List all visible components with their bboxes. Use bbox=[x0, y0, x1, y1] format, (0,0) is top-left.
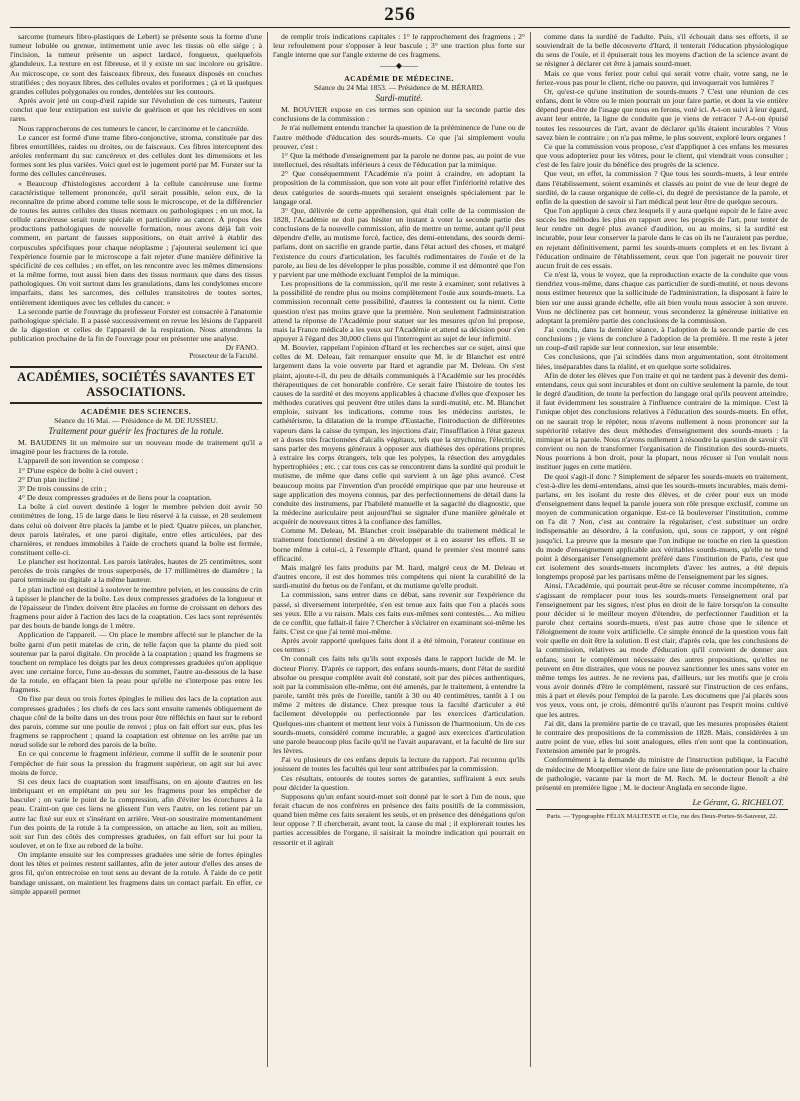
paragraph: Si ces deux lacs de coaptation sont insuffisans, on en ajoute d'autres en les imbriquant et en empiétant un peu sur les fragmens pour les empêcher de basculer ; on varie le point de la compression, afin d'éviter les écorchures à la peau. Craint-on que ces liens ne glissent l'un vers l'autre, on les retient par un autre lac fixé sur eux et s'insérant en arrière. Veut-on soustraire momentanément l'un des points de la rotule à la compression, on attache au lien, soit au milieu, soit sur l'un des côtés des compresses graduées, on fait effort sur lui pour la soulever, et on le fixe au rebord de la boîte. bbox=[10, 776, 262, 850]
academy-heading: ACADÉMIE DE MÉDECINE. bbox=[344, 73, 454, 83]
academy-heading: ACADÉMIE DES SCIENCES. bbox=[80, 406, 192, 416]
paragraph: Ces conclusions, que j'ai scindées dans mon argumentation, sont étroitement liées, inséparables dans la réalité, et en quelque sorte solidaires. bbox=[536, 352, 788, 371]
col1-paras-b bbox=[10, 438, 262, 896]
paragraph: Mais ce que vous feriez pour celui qui serait votre chair, votre sang, ne le feriez-vous pas pour le client, riche ou pauvre, qui invoquerait vos lumières ? bbox=[536, 68, 788, 87]
paragraph: Que l'on applique à ceux chez lesquels il y aura quelque espoir de le faire avec succès les méthodes les plus en rapport avec les progrès de l'art, pour tenter de leur rendre un degré plus avancé d'audition, ou au moins, si la surdité est incurable, pour leur conserver la parole dans le cas où ils ne l'auraient pas perdue, en rejetant définitivement, parmi les sourds-muets complets et en les livrant à l'éducation ordinaire de l'établissement, ceux que l'on jugerait ne pouvoir tirer aucun fruit de ces essais. bbox=[536, 205, 788, 270]
gerant-line: Le Gérant, G. RICHELOT. bbox=[692, 796, 784, 807]
paragraph: J'ai dit, dans la première partie de ce travail, que les mesures proposées étaient le contraire des propositions de la commission de 1828. Mais, considérées à un autre point de vue, elles lui sont analogues, elles n'en sont que la continuation, l'extension amenée par le progrès. bbox=[536, 718, 788, 756]
paragraph: Ainsi, l'Académie, qui pourrait peut-être se récuser comme incompétente, n'a s'agissant de remplacer pour tous les sourds-muets l'enseignement oral par l'enseignement par les signes, n'est plus en droit de le faire lorsqu'on la consulte pour décider si le meilleur moyen d'étendre, de perfectionner l'audition et la parole chez certains sourds-muets, n'est pas autre chose que le silence et l'éloignement de toute voix artificielle. Ce simple énoncé de la question vous fait voir quelle en doit être la solution. Il est clair, d'après cela, que les conclusions de la commission, relatives au mode d'éducation qu'il convient de donner aux enfans, sont le complément nécessaire des autres propositions, qu'elles ne peuvent en être distraites, que vous ne pouvez sanctionner les unes sans voter en même temps les autres. Je ne reviens pas, d'ailleurs, sur les motifs que je crois vous avoir donnés d'être le complément, rassuré sur l'instruction de ces enfans, mis à part et élevés pour l'emploi de la parole. Les documens que j'ai placés sous vos yeux, vous ont, je crois, démontré qu'ils n'auront pas l'esprit moins cultivé que les autres. bbox=[536, 581, 788, 719]
column-divider bbox=[267, 32, 268, 1067]
paragraph: 1° D'une espèce de boîte à ciel ouvert ; bbox=[18, 465, 138, 475]
paragraph: Application de l'appareil. — On place le membre affecté sur le plancher de la boîte garni d'un petit matelas de crin, de telle façon que la plante du pied soit soutenue par la paroi digitale. On procède à la coaptation ; quand les fragmens se touchent on remplace les doigts par les deux compresses graduées qu'on applique avec une certaine force, l'une au-dessus du sommet, l'autre au-dessous de la base de la rotule, en effaçant bien la peau pour qu'elle ne s'interpose pas entre les fragmens. bbox=[10, 630, 262, 695]
signature: Dr FANO. bbox=[225, 343, 258, 353]
paragraph: Or, qu'est-ce qu'une institution de sourds-muets ? C'est une réunion de ces enfans, dont le vôtre ou le mien pourrait un jour faire partie, et dont la vie entière dépend peut-être de l'usage que nous en ferons, voté ici. A-t-on suivi à leur égard, avant leur entrée, la ligne de conduite que je viens de retracer ? A-t-on épuisé toutes les ressources de l'art, avant de déclarer qu'ils étaient incurables ? Vous savez bien le contraire ; on n'a pas même, le plus souvent, exploré leurs organes ! bbox=[536, 86, 788, 142]
paragraph: On implante ensuite sur les compresses graduées une série de fortes épingles dont les têtes et pointes restent saillantes, afin de jeter autour d'elles des anses de gros fil, qu'on entrecroise en tout sens au devant de la rotule. À l'aide de ce petit bandage unissant, on maintient les fragmens dans un contact parfait. En effet, ce simple appareil permet bbox=[10, 850, 262, 896]
paragraph: Conformément à la demande du ministre de l'instruction publique, la Faculté de médecine de Montpellier vient de faire une liste de présentation pour la chaire de pathologie, vacante par la mort de M. Rech. M. le docteur Benoît a été présenté en première ligne ; M. le docteur Anglada en seconde ligne. bbox=[536, 755, 788, 792]
paragraph: Après avoir jeté un coup-d'œil rapide sur l'évolution de ces tumeurs, l'auteur conclut que leur extirpation est suivie de guérison et que les récidives en sont rares. bbox=[10, 96, 262, 124]
paragraph: Ces résultats, entourés de toutes sortes de garanties, suffiraient à eux seuls pour décider la question. bbox=[273, 773, 525, 792]
column-2 bbox=[273, 32, 525, 1067]
page-number: 256 bbox=[384, 4, 416, 25]
paragraph: De quoi s'agit-il donc ? Simplement de séparer les sourds-muets en traitement, c'est-à-dire les demi-entendans, ainsi que les sourds-muets incurables, mais demi-parlans, en les isolant du reste des élèves, et de créer pour eux un mode d'enseignement dans lequel la parole jouera son rôle presque exclusif, comme un moyen de communication organique. Est-ce là bouleverser l'institution, comme on l'a dit ? Non, c'est au contraire la régulariser, c'est substituer un ordre indispensable au désordre, à la confusion, qui, sous ce rapport, y ont régné jusqu'ici. La preuve que la mesure que l'on indique ne touche en rien la question du mode d'enseignement applicable aux véritables sourds-muets, qu'elle ne tend point à désorganiser l'enseignement préféré dans l'institution de Paris, c'est que cet isolement des sourds-muets incomplets d'avec les autres, a été depuis longtemps proposé par les partisans même de l'enseignement par les signes. bbox=[536, 471, 788, 582]
paragraph: En ce qui concerne le fragment inférieur, comme il suffit de le soutenir pour l'empêcher de fuir sous la pression du fragment supérieur, on agit sur lui avec moins de force. bbox=[10, 749, 262, 777]
paragraph: La commission, sans entrer dans ce débat, sans revenir sur l'expérience du passé, si diversement interprétée, s'en est tenue aux faits que l'on a placés sous ses yeux. Elle a vu raison. Mais ces faits eux-mêmes sont contestés.... Au milieu de ce conflit, que fallait-il faire ? Chercher à s'éclairer en examinant soi-même les faits. C'est ce que j'ai tenté moi-même. bbox=[273, 590, 525, 636]
paragraph: Le cancer est formé d'une trame fibro-conjonctive, stroma, constituée par des fibres entortillées, raides ou droites, ou de faisceaux. Ces fibres interceptent des aréoles renfermant du suc cancéreux et des cellules dont les dimensions et les formes sont les plus variées. Voici quel est le jugement porté par M. Forster sur la forme des cellules cancéreuses. bbox=[10, 132, 262, 179]
paragraph: 4° De deux compresses graduées et de liens pour la coaptation. bbox=[18, 493, 212, 503]
paragraph: 1° Que la méthode d'enseignement par la parole ne donne pas, au point de vue intellectuel, des résultats inférieurs à ceux de l'éducation par la mimique. bbox=[273, 150, 525, 170]
paragraph: M. BOUVIER expose en ces termes son opinion sur la seconde partie des conclusions de la commission : bbox=[273, 105, 525, 124]
paragraph: M. Bouvier, rappelant l'opinion d'Itard et les recherches sur ce sujet, ainsi que celles de M. Deleau, fait remarquer ensuite que M. le dr Blanchet est entré largement dans la voie ouverte par Itard et agrandie par M. Deleau. On s'est plaint, ajoute-t-il, du peu de détails communiqués à l'Académie sur les procédés thérapeutiques de cet honorable confrère. Ce serait faire l'histoire de toutes les causes de la surdité et des moyens applicables à chacune d'elles que d'exposer les méthodes curatives qui peuvent être utiles dans la surdi-mutité, etc. M. Blanchet emploie, suivant les indications, comme tous les médecins auristes, le cathétérisme, la dilatation de la trompe d'Eustache, l'introduction de différentes vapeurs dans la caisse du tympan, les injections d'air, l'insufflation à l'état gazeux et à doses très fractionnées d'alcalis végétaux, tels que la strychnine, l'électricité, sans parler des moyens généraux à opposer aux diathèses des opérations propres à extraire les corps étrangers, tels que les polypes, la résection des amygdales hypertrophiées ; etc. ; car tous ces cas se rencontrent dans la surdité qui produit le mutisme, de même que dans celle qui survient à un âge plus avancé. C'est beaucoup moins par l'invention d'un procédé empirique que par une heureuse et sage application des moyens connus, par des perfectionnemens de détail dans la conduite des instrumens, par l'habileté manuelle et la sagacité du diagnostic, que la médecine auriculaire peut aujourd'hui se signaler d'une manière générale et acquérir de nouveaux titres à la confiance des familles. bbox=[273, 343, 525, 527]
printer-footer: Paris. — Typographie FÉLIX MALTESTE et Cie, rue des Deux-Portes-St-Sauveur, 22. bbox=[536, 809, 788, 821]
paragraph: Je n'ai nullement entendu trancher la question de la prééminence de l'une ou de l'autre méthode d'éducation des sourds-muets. Ce que j'ai simplement voulu prouver, c'est : bbox=[273, 123, 525, 151]
paragraph: Le plancher est horizontal. Les parois latérales, hautes de 25 centimètres, sont percées de trois rangées de trous superposés, de 17 millimètres de diamètre ; la paroi terminale ou digitale a la même hauteur. bbox=[10, 557, 262, 585]
paragraph: 3° De trois coussins de crin ; bbox=[18, 483, 107, 493]
article-title: Surdi-mutité. bbox=[375, 92, 423, 103]
paragraph: Afin de doter les élèves que l'on traite et qui ne tardent pas à devenir des demi-entendans, ceux qui sont incurables et dont on cultive seulement la parole, de tout le degré d'audition, de toute la perfection du langage oral qu'ils peuvent atteindre, il faut évidemment les soustraire à l'influence contraire de la mimique. C'est là l'unique objet des conclusions relatives à l'éducation des sourds-muets. En effet, on ne saurait trop le répéter, nous n'avons nullement à nous prononcer sur la supériorité relative des deux méthodes d'enseignement des sourds-muets : la mimique et la parole. Nous n'avons nullement à résoudre la question de savoir s'il convient ou non de transformer l'organisation de l'institution des sourds-muets. Nous pourrions à bon droit, pour la plupart, nous récuser si l'on voulait nous instituer juges en cette matière. bbox=[536, 370, 788, 472]
paragraph: 2° D'un plan incliné ; bbox=[18, 474, 84, 484]
paragraph: comme dans la surdité de l'adulte. Puis, s'il échouait dans ses efforts, il se souviendrait de la belle découverte d'Itard, il tenterait l'éducation physiologique du sens de l'ouïe, et il épuiserait tous les moyens d'action de la science avant de se résigner à déclarer cet être à jamais sourd-muet. bbox=[536, 32, 788, 69]
column-3 bbox=[536, 32, 788, 1067]
paragraph: La boîte à ciel ouvert destinée à loger le membre pelvien doit avoir 50 centimètres de long, 15 de large dans le lieu réservé à la cuisse, et 20 seulement dans celui où doivent être placés la jambe et le pied. Quatre pièces, un plancher, deux parois latérales, et une paroi digitale, entre elles articulées, par des charnières, et rendues immobiles à l'aide de crochets quand la boîte est fermée, constituent celle-ci. bbox=[10, 502, 262, 557]
col3-paras bbox=[536, 32, 788, 792]
session-line: Séance du 24 Mai 1853. — Présidence de M. BÉRARD. bbox=[314, 82, 484, 92]
col2-paras-b bbox=[273, 105, 525, 847]
paragraph: Après avoir rapporté quelques faits dont il a été témoin, l'orateur continue en ces termes : bbox=[273, 636, 525, 655]
paragraph: J'ai vu plusieurs de ces enfans depuis la lecture du rapport. J'ai reconnu qu'ils jouissent de toutes les facultés qui leur sont attribuées par la commission. bbox=[273, 755, 525, 774]
paragraph: Ce n'est là, vous le voyez, que la reproduction exacte de la conduite que vous tiendriez vous-même, dans chaque cas particulier de surdi-mutité, et nous devons nous estimer heureux que la sollicitude de l'administration, la disposant à faire le bien sur une aussi grande échelle, elle ait bien voulu nous associer à son œuvre. Vous ne déclinerez pas cet honneur, vous seconderez la généreuse initiative en adoptant la première partie des conclusions de la commission. bbox=[536, 270, 788, 325]
ornament-divider: ——◆—— bbox=[379, 61, 419, 71]
paragraph: sarcome (tumeurs fibro-plastiques de Lebert) se présente sous la forme d'une tumeur lobulée ou grenue, intimement unie avec les tissus où elle siége ; à l'incision, la tumeur présente un aspect lardacé, fongueux, quelquefois glanduleux. La texture en est fibreuse, et il y existe un suc incolore ou grisâtre. Au microscope, ce sont des faisceaux fibreux, des fuseaux disposés en couches stratifiées ; des noyaux libres, des cellules ovales et poriformes ; çà et là quelques grandes cellules polygonales ou rondes, dentelées sur les contours. bbox=[10, 32, 262, 96]
paragraph: La seconde partie de l'ouvrage du professeur Forster est consacrée à l'anatomie pathologique spéciale. Il a passé successivement en revue les lésions de l'appareil de la digestion et celles de l'appareil de la respiration. Nous attendrons la publication prochaine de la fin de l'ouvrage pour en présenter une analyse. bbox=[10, 306, 262, 344]
paragraph: 3° Que, délivrée de cette appréhension, qui était celle de la commission de 1828, l'Académie ne doit pas hésiter un instant à voter la seconde partie des conclusions de la nouvelle commission, afin de mettre un terme, autant qu'il peut dépendre d'elle, au mutisme forcé, factice, des demi-entendans, des sourds demi-parlans, dont on sacrifie en grande partie, dans l'état actuel des choses, et malgré l'existence du cours d'articulation, les facultés rudimentaires de l'ouïe et de la parole, au lieu de les développer le plus possible, comme il est démontré que l'on y parvient par une méthode excluant l'emploi de la mimique. bbox=[273, 205, 525, 279]
paragraph: Mais malgré les faits produits par M. Itard, malgré ceux de M. Deleau et d'autres encore, il est des hommes très compétens qui nient la curabilité de la surdi-mutité du fœtus ou de l'enfant, et du mutisme qu'elle produit. bbox=[273, 562, 525, 591]
signature-role: Prosecteur de la Faculté. bbox=[189, 352, 258, 361]
col1-paras-a bbox=[10, 32, 262, 343]
paragraph: Supposons qu'un enfant sourd-muet soit donné par le sort à l'un de nous, que ferait chacun de nos confrères en présence des faits positifs de la commission, quand bien même ces faits seraient les seuls, et en présence des dénégations qu'on leur oppose ? Il chercherait, avant tout, la cause du mal ; il explorerait toutes les parties accessibles de l'organe, il saisirait la moindre indication qui pourrait en ressortir et il agirait bbox=[273, 791, 525, 847]
column-1 bbox=[10, 32, 262, 1067]
paragraph: On connaît ces faits tels qu'ils sont exposés dans le rapport lucide de M. le docteur Piorry. D'après ce rapport, des enfans sourds-muets, dont l'état de surdité absolue ou presque complète avait été constaté, soit par des pièces authentiques, soit par la commission elle-même, ont été amenés, par le traitement, à entendre la parole, tantôt très près de l'oreille, tantôt à 30 ou 40 centimètres, tantôt à 1 ou même 2 mètres de distance. Chez presque tous la faculté d'articuler a été facilement développée ou perfectionnée par les exercices d'articulation. Quelques-uns chantent et mettent leur voix à l'unisson de l'harmonium. Un de ces sourds-muets, considéré comme incurable, a gagné aux exercices d'articulation une parole beaucoup plus facile qu'il ne l'avait auparavant, et la faculté de lire sur les lèvres. bbox=[273, 654, 525, 756]
paragraph: Le plan incliné est destiné à soulever le membre pelvien, et les coussins de crin à tapisser le plancher de la boîte. Les deux compresses graduées de la longueur et de l'épaisseur de l'index doivent être placées en forme de croissant en dehors des fragmens pour aider à l'action des lacs de la coaptation. Ces lacs sont représentés par des bouts de bande longs de 1 mètre. bbox=[10, 584, 262, 631]
paragraph: M. BAUDENS lit un mémoire sur un nouveau mode de traitement qu'il a imaginé pour les fractures de la rotule. bbox=[10, 438, 262, 457]
paragraph: « Beaucoup d'histologistes accordent à la cellule cancéreuse une forme caractéristique tellement prononcée, qu'il serait possible, selon eux, de la reconnaître de prime abord comme telle sous le microscope, et de la différencier de toutes les autres cellules des tissus normaux ou pathologiques ; en un mot, la cellule cancéreuse serait toute spéciale et particulière au cancer. À propos des productions pathologiques de nouvelle formation, nous avons déjà fait voir comment, en partant de fausses suppositions, on était arrivé à établir des corpuscules spécifiques pour chaque néoplasme ; j'ajouterai seulement ici que l'expérience fournie par le microscope a fait rejeter d'une manière définitive la spécificité de ces cellules ; en effet, on les rencontre avec les mêmes dimensions et la même forme, tout aussi bien dans des tissus normaux que dans des tissus pathologiques. On voit surtout dans les granulations, dans les condylomes encore imparfaits, dans les sarcomes, des cellules transitoires de toutes sortes, entièrement identiques avec les cellules du cancer. » bbox=[10, 178, 262, 307]
column-divider bbox=[530, 32, 531, 1067]
paragraph: de remplir trois indications capitales : 1° le rapprochement des fragmens ; 2° leur refoulement pour s'opposer à leur bascule ; 3° une traction plus forte sur l'angle interne que sur l'angle externe de ces fragmens. bbox=[273, 32, 525, 60]
paragraph: Que veut, en effet, la commission ? Que tous les sourds-muets, à leur entrée dans l'établissement, soient examinés et classés au point de vue de leur degré de surdité, de la cause organique de celle-ci, du degré de persistance de la parole, et enfin de la question de savoir si l'art médical peut leur être de quelque secours. bbox=[536, 169, 788, 206]
paragraph: Comme M. Deleau, M. Blanchet croit inséparable du traitement médical le traitement fonctionnel destiné à en développer et à en assurer les effets. Il se borne même à celui-ci, à l'exemple d'Itard, quand le premier s'est montré sans efficacité. bbox=[273, 526, 525, 563]
paragraph: Les propositions de la commission, qu'il me reste à examiner, sont relatives à la possibilité de rendre plus ou moins complètement l'ouïe aux sourds-muets. La commission reconnaît cette possibilité, d'autres la contestent ou la nient. Cette question n'est pas moins grave que la première. Non seulement l'administration attend la réponse de l'Académie pour statuer sur les mesures qu'on lui propose, mais la France médicale a les yeux sur l'Académie et attend sa décision pour s'en appuyer à l'égard des 30,000 cliens qui l'interrogent au sujet de leur infirmité. bbox=[273, 279, 525, 343]
col2-paras-a bbox=[273, 32, 525, 59]
top-rule bbox=[10, 27, 790, 28]
paragraph: J'ai conclu, dans la dernière séance, à l'adoption de la seconde partie de ces conclusions ; je viens de conclure à l'adoption de la première. Il me reste à jeter un coup-d'œil rapide sur leur connexion, sur leur ensemble. bbox=[536, 325, 788, 353]
session-line: Séance du 16 Mai. — Présidence de M. DE JUSSIEU. bbox=[54, 415, 218, 425]
paragraph: Nous rapprocherons de ces tumeurs le cancer, le carcinome et le cancroïde. bbox=[18, 123, 249, 133]
paragraph: 2° Que conséquemment l'Académie n'a point à craindre, en adoptant la proposition de la commission, que son vote ait pour effet l'infériorité relative des deux catégories de sourds-muets qui seraient enseignés spécialement par le langage oral. bbox=[273, 169, 525, 206]
paragraph: On fixe par deux ou trois fortes épingles le milieu des lacs de la coptation aux compresses graduées ; les chefs de ces lacs sont ensuite ramenés obliquement de chaque côté de la boîte dans un des trous pour être réfléchis en haut sur le rebord des parois, comme sur une poulie de renvoi ; plus on fait effort sur eux, plus les fragmens se rapprochent ; quand la coaptation est obtenue on les arrête par un nœud solide sur le rebord des parois de la boîte. bbox=[10, 694, 262, 750]
paragraph: L'appareil de son invention se compose : bbox=[18, 456, 144, 466]
paragraph: Ce que la commission vous propose, c'est d'appliquer à ces enfans les mesures que vous adopteriez pour les vôtres, pour le client, qui viendrait vous consulter ; c'est de les faire jouir du bénéfice des progrès de la science. bbox=[536, 141, 788, 170]
section-heading: ACADÉMIES, SOCIÉTÉS SAVANTES ET ASSOCIATIONS. bbox=[10, 366, 262, 404]
article-title: Traitement pour guérir les fractures de la rotule. bbox=[48, 425, 224, 436]
